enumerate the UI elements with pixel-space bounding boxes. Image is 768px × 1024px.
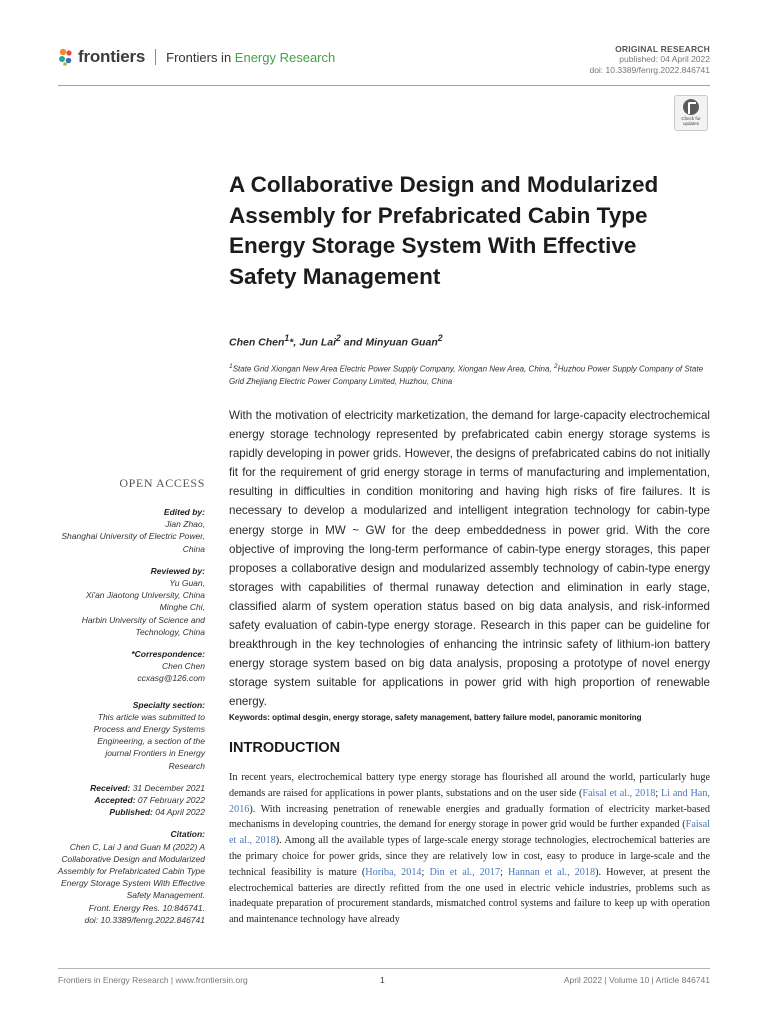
introduction-paragraph: In recent years, electrochemical battery type energy storage has flourished all around the world, particularly huge demands are raised for applications in power plants, substations and on the user side (Faisal et al., 2018; Li and Han, 2016). With increasing penetration of renewable energies and gradually formation of electricity market-based mechanisms in developing countries, the demand for energy storage in power grid would be further expanded (Faisal et al., 2018). Among all the available types of large-scale energy storage technologies, electrochemical batteries are the primary choice for power grids, since they are relatively low in cost, easy to produce in large-scale and the technical feasibility is mature (Horiba, 2014; Din et al., 2017; Hannan et al., 2018). However, at present the electrochemical batteries are directly refitted from the one used in electric vehicle industries, problems such as inadequate preparation of procurement standards, mismatched control systems and failure to keep up with operation and maintenance technology have already (229, 772, 710, 926)
article-info-sidebar (56, 475, 205, 926)
author-affiliation-sup: 1 (284, 333, 290, 343)
page-number: 1 (380, 975, 385, 985)
open-access-label: OPEN ACCESS (119, 476, 205, 490)
citation-text: Chen C, Lai J and Guan M (2022) A Collaborative Design and Modularized Assembly for Prefabricated Cabin Type Energy Storage System With Effective Safety Management. (57, 841, 205, 901)
affiliation-sup: 2 (553, 363, 558, 370)
journal-name-prefix: Frontiers in (166, 49, 235, 65)
footer-journal-link[interactable]: Frontiers in Energy Research | www.frontiersin.org (58, 975, 248, 985)
editor-name: Jian Zhao, (165, 519, 205, 530)
citation-link[interactable]: Faisal et al., 2018 (229, 819, 710, 847)
citation-link[interactable]: Din et al., 2017 (429, 866, 501, 878)
frontiers-logo-icon (58, 48, 74, 66)
check-updates-icon (683, 99, 699, 115)
correspondence-email[interactable]: ccxasg@126.com (137, 673, 205, 684)
affiliations (229, 361, 714, 389)
frontiers-logo[interactable] (58, 46, 335, 68)
citation-journal: Front. Energy Res. 10:846741. (88, 902, 205, 913)
author-name[interactable]: Jun Lai (299, 336, 336, 349)
reviewer-name: Yu Guan, (169, 578, 205, 589)
correspondence-name: Chen Chen (161, 661, 205, 672)
footer-issue-info: April 2022 | Volume 10 | Article 846741 (563, 975, 710, 985)
author-name[interactable]: Chen Chen (229, 336, 285, 349)
citation-link[interactable]: Hannan et al., 2018 (508, 866, 596, 878)
affiliation-text: State Grid Xiongan New Area Electric Power Supply Company, Xiongan New Area, China, (232, 364, 554, 374)
abstract: With the motivation of electricity marketization, the demand for large-capacity electrochemical energy storage technology represented by prefabricated cabin energy storage systems is rapidly developing in power grids. However, the designs of prefabricated cabins do not initially fit for the requirement of grid energy storage in terms of manufacturing and implementation, resulting in difficulties in condition monitoring and having high risks of fire failures. It is necessary to develop a modularized and intelligent integration technology for cabin-type energy storge in MW ~ GW for the deep embeddedness in power grid. With the core objective of improving the long-term performance of cabin-type energy storages, this paper proposes a collaborative design and modularized assembly technology of cabin-type energy storages with capabilities of thermal runaway detection and elimination in early stage, classified alarm of system operation status based on big data analysis, and risk-informed safety evaluation of cabin-type energy storage. Research in this paper can be guideline for breakthrough in the key technologies of enhancing the intrinsic safety of lithium-ion battery energy storage system based on big data analysis, proposing a prototype of novel energy storage system suitable for applications in power grid with high proportion of renewable energy. (229, 409, 710, 709)
reviewer-affiliation: Harbin University of Science and Technology, China (81, 614, 205, 637)
journal-name (166, 50, 335, 65)
footer-divider (58, 968, 710, 969)
citation-doi[interactable]: doi: 10.3389/fenrg.2022.846741 (84, 914, 205, 925)
citation-label: Citation: (170, 829, 205, 840)
reviewer-name: Minghe Chi, (159, 602, 205, 613)
author-separator: , (293, 336, 300, 349)
author-name[interactable]: Minyuan Guan (365, 336, 438, 349)
edited-by-label: Edited by: (163, 507, 205, 517)
citation-link[interactable]: Faisal et al., 2018 (582, 787, 656, 799)
author-separator: and (340, 336, 366, 349)
check-updates-label: Check for updates (681, 116, 701, 126)
affiliation-text: Huzhou Power Supply Company of State Grid Zhejiang Electric Power Company Limited, Huzhou, China (229, 364, 704, 387)
article-title: A Collaborative Design and Modularized Assembly for Prefabricated Cabin Type Energy Storage System With Effective Safety Management (229, 172, 659, 289)
journal-name-accent: Energy Research (234, 49, 336, 65)
published-date-header: published: 04 April 2022 (619, 54, 710, 64)
author-affiliation-sup: 2 (336, 333, 341, 343)
citation-link[interactable]: Horiba, 2014 (365, 866, 422, 878)
article-meta-header (589, 44, 710, 76)
editor-affiliation: Shanghai University of Electric Power, China (61, 531, 205, 554)
specialty-section-label: Specialty section: (132, 699, 205, 710)
logo-divider (155, 49, 156, 65)
keywords: Keywords: optimal desgin, energy storage, safety management, battery failure model, panoramic monitoring (229, 713, 642, 722)
corresponding-mark: * (289, 336, 294, 349)
article-type: ORIGINAL RESEARCH (615, 44, 710, 54)
doi-header[interactable]: doi: 10.3389/fenrg.2022.846741 (589, 65, 710, 75)
section-heading-introduction: INTRODUCTION (229, 740, 341, 756)
accepted-date: Accepted: 07 February 2022 (94, 795, 205, 806)
correspondence-label: *Correspondence: (131, 649, 205, 660)
logo-wordmark: frontiers (78, 47, 146, 66)
specialty-section-text: This article was submitted to Process and Energy Systems Engineering, a section of the journal Frontiers in Energy Research (93, 711, 205, 771)
author-affiliation-sup: 2 (437, 333, 443, 343)
received-date: Received: 31 December 2021 (90, 782, 205, 793)
reviewer-affiliation: Xi'an Jiaotong University, China (85, 590, 205, 601)
reviewed-by-label: Reviewed by: (150, 565, 205, 576)
author-list (229, 333, 443, 349)
check-for-updates-button[interactable] (674, 95, 708, 131)
header-divider (58, 85, 710, 86)
published-date: Published: 04 April 2022 (109, 807, 205, 818)
citation-link[interactable]: Li and Han, 2016 (229, 787, 710, 815)
affiliation-sup: 1 (229, 363, 233, 370)
